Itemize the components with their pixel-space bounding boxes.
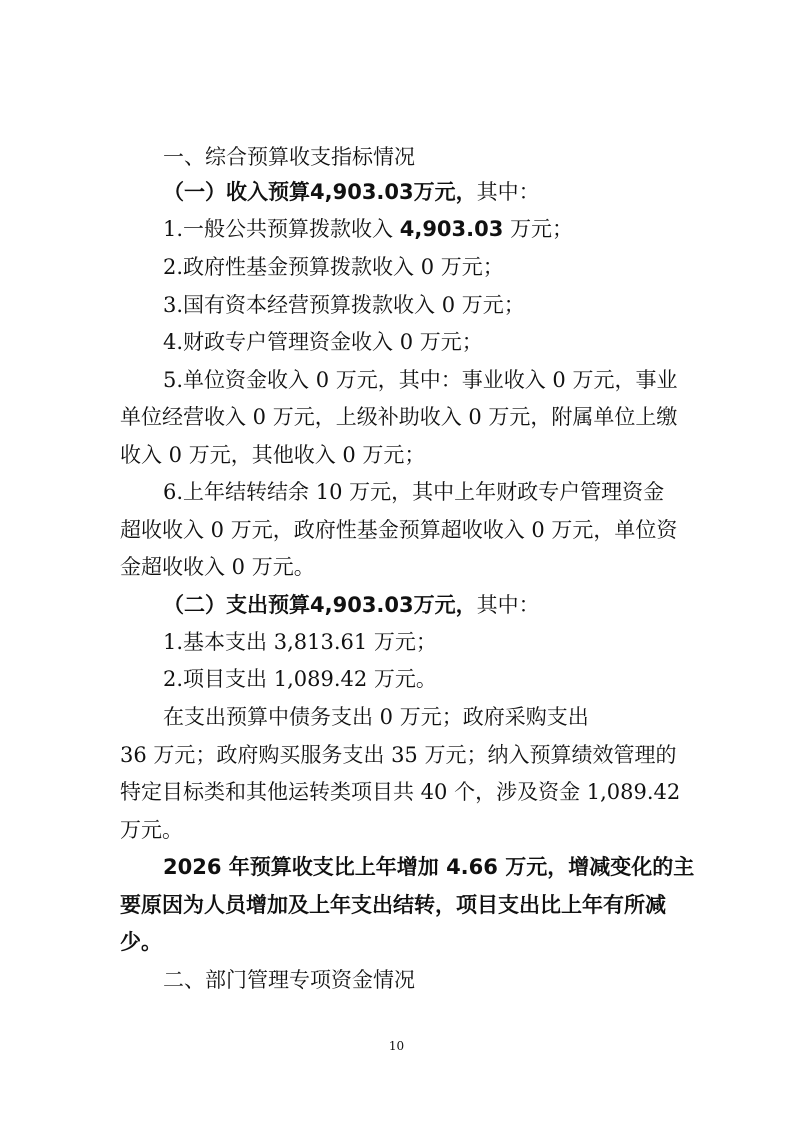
income-item-1-amount: 4,903.03 <box>399 217 504 241</box>
expenditure-item-2: 2.项目支出 1,089.42 万元。 <box>163 667 437 691</box>
income-heading <box>163 177 540 207</box>
income-item-6-line-2: 超收收入 0 万元，政府性基金预算超收收入 0 万元，单位资 <box>120 518 678 542</box>
expenditure-heading-unit: 万元， <box>413 592 477 617</box>
income-item-5-line-1: 5.单位资金收入 0 万元，其中：事业收入 0 万元，事业 <box>163 368 678 392</box>
expenditure-paragraph-line-2: 36 万元；政府购买服务支出 35 万元；纳入预算绩效管理的 <box>120 743 677 767</box>
expenditure-heading-prefix: （二）支出预算 <box>163 592 310 617</box>
expenditure-item-1: 1.基本支出 3,813.61 万元； <box>163 630 437 654</box>
expenditure-paragraph-line-4: 万元。 <box>120 818 183 842</box>
income-item-5-line-2: 单位经营收入 0 万元，上级补助收入 0 万元，附属单位上缴 <box>120 405 678 429</box>
income-heading-prefix: （一）收入预算 <box>163 179 310 204</box>
expenditure-heading-amount: 4,903.03 <box>310 593 414 617</box>
expenditure-heading-suffix: 其中： <box>476 593 540 617</box>
income-item-1 <box>163 214 573 244</box>
income-heading-unit: 万元， <box>413 179 477 204</box>
section1-title: 一、综合预算收支指标情况 <box>163 145 415 169</box>
expenditure-heading <box>163 590 540 620</box>
income-heading-amount: 4,903.03 <box>310 180 414 204</box>
expenditure-paragraph-line-3: 特定目标类和其他运转类项目共 40 个，涉及资金 1,089.42 <box>120 780 681 804</box>
summary-line-2: 要原因为人员增加及上年支出结转，项目支出比上年有所减 <box>120 893 666 917</box>
income-item-6-line-3: 金超收收入 0 万元。 <box>120 555 315 579</box>
income-item-2: 2.政府性基金预算拨款收入 0 万元； <box>163 255 504 279</box>
section2-title: 二、部门管理专项资金情况 <box>163 968 415 992</box>
summary-line-3: 少。 <box>120 930 162 954</box>
income-item-1-prefix: 1.一般公共预算拨款收入 <box>163 217 394 241</box>
income-item-5-line-3: 收入 0 万元，其他收入 0 万元； <box>120 443 426 467</box>
income-item-4: 4.财政专户管理资金收入 0 万元； <box>163 330 483 354</box>
income-item-1-suffix: 万元； <box>510 217 574 241</box>
income-heading-suffix: 其中： <box>476 180 540 204</box>
income-item-3: 3.国有资本经营预算拨款收入 0 万元； <box>163 293 525 317</box>
summary-line-1: 2026 年预算收支比上年增加 4.66 万元，增减变化的主 <box>163 855 695 879</box>
expenditure-paragraph-line-1: 在支出预算中债务支出 0 万元；政府采购支出 <box>163 705 589 729</box>
income-item-6-line-1: 6.上年结转结余 10 万元，其中上年财政专户管理资金 <box>163 480 665 504</box>
page-number: 10 <box>388 1039 405 1053</box>
